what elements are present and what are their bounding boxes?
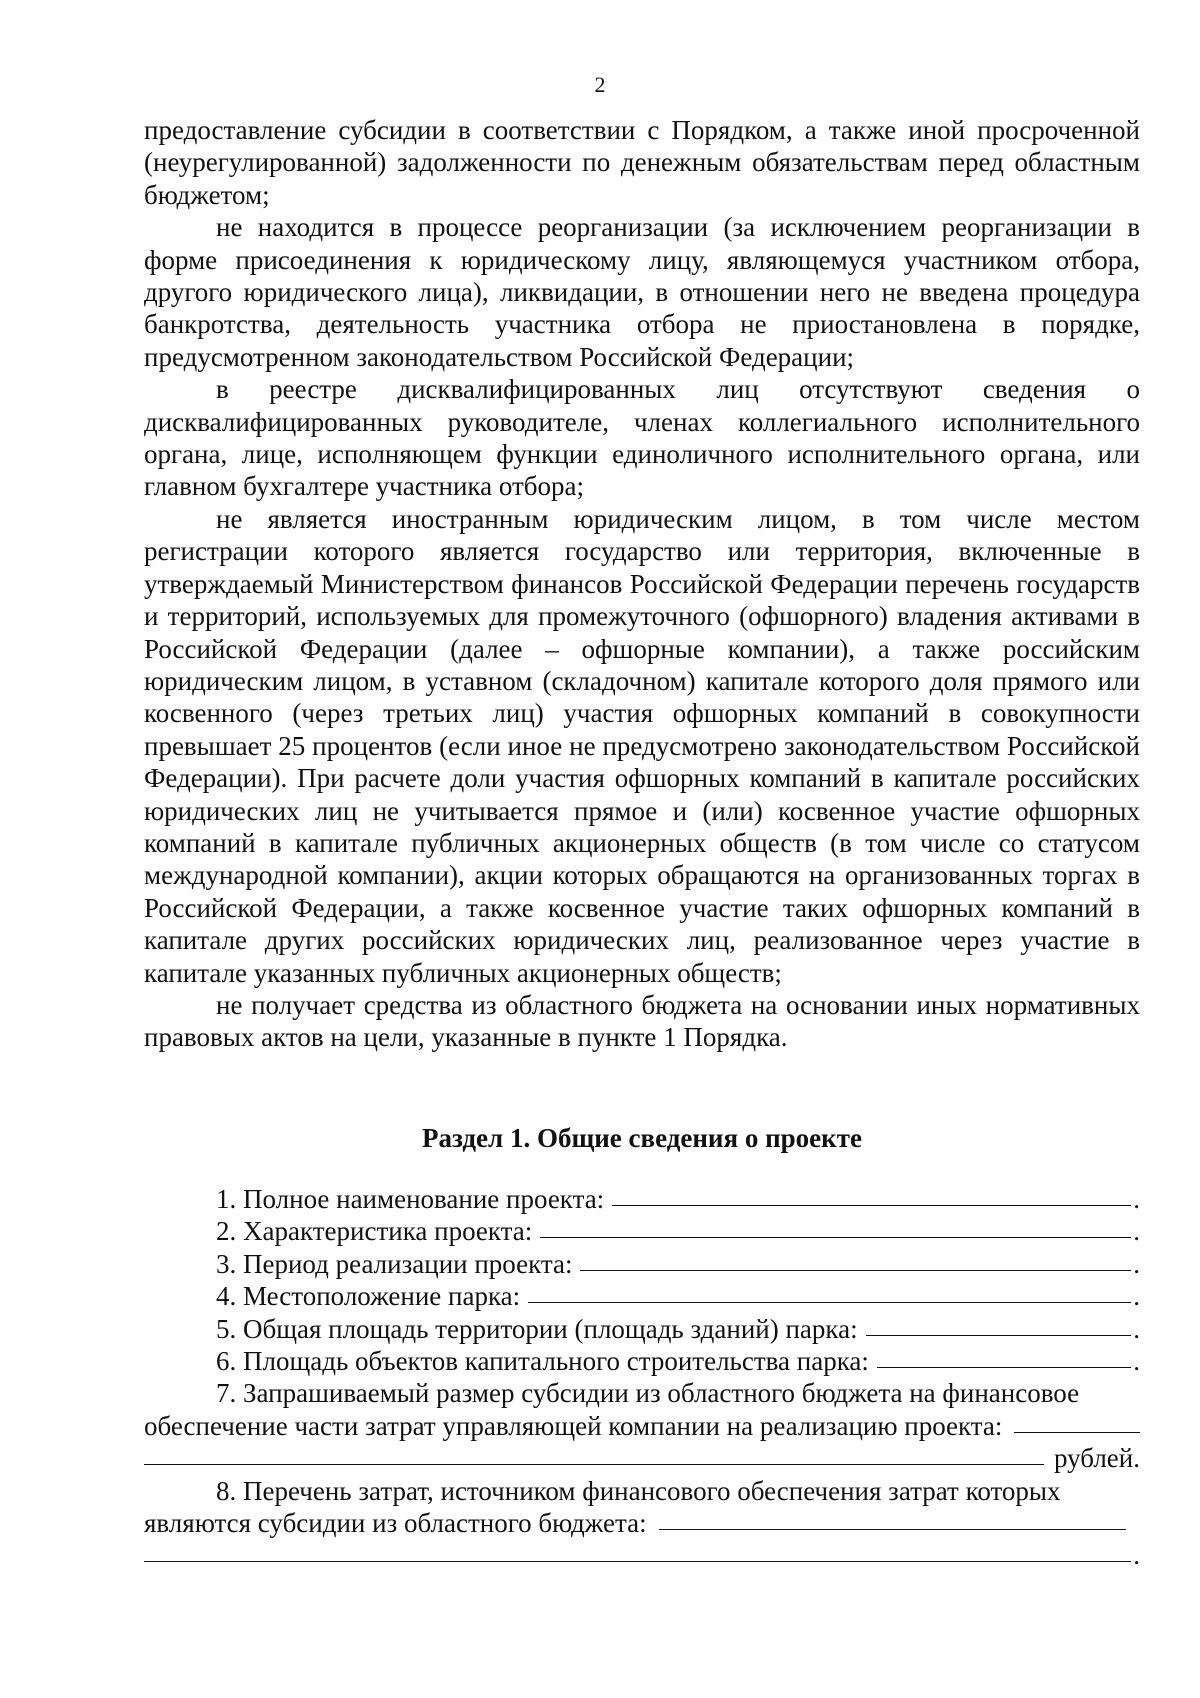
- project-name-field[interactable]: [612, 1183, 1131, 1206]
- form-item-project-name: [144, 1183, 1140, 1215]
- implementation-period-field[interactable]: [580, 1248, 1131, 1271]
- capital-construction-area-field[interactable]: [877, 1345, 1131, 1368]
- form-label: 7. Запрашиваемый размер субсидии из областного бюджета на финансовое: [216, 1378, 1080, 1409]
- form-label: 1. Полное наименование проекта:: [216, 1184, 605, 1214]
- project-info-form: [144, 1183, 1140, 1572]
- form-item-subsidy-amount-line3: [144, 1442, 1140, 1474]
- page-number: 2: [594, 72, 606, 97]
- form-label: являются субсидии из областного бюджета:: [144, 1507, 647, 1538]
- form-period: .: [1133, 1540, 1140, 1571]
- paragraph-offshore: не является иностранным юридическим лицом, в том числе местом регистрации которого является государство или территория, включенные в утверждаемый Министерством финансов Российской Федерации перечень государств и территорий, используемых для промежуточного (офшорного) владения активами в Российской Федерации (далее – офшорные компании), а также российским юридическим лицом, в уставном (складочном) капитале которого доля прямого или косвенного (через третьих лиц) участия офшорных компаний в совокупности превышает 25 процентов (если иное не предусмотрено законодательством Российской Федерации). При расчете доли участия офшорных компаний в капитале российских юридических лиц не учитывается прямое и (или) косвенное участие офшорных компаний в капитале публичных акционерных обществ (в том числе со статусом международной компании), акции которых обращаются на организованных торгах в Российской Федерации, а также косвенное участие таких офшорных компаний в капитале других российских юридических лиц, реализованное через участие в капитале указанных публичных акционерных обществ;: [144, 503, 1140, 988]
- cost-list-field[interactable]: [144, 1539, 1131, 1562]
- form-label: 6. Площадь объектов капитального строительства парка:: [216, 1345, 869, 1376]
- form-label: обеспечение части затрат управляющей компании на реализацию проекта:: [144, 1410, 1003, 1441]
- form-item-cost-list-line3: [144, 1539, 1140, 1571]
- form-label: 2. Характеристика проекта:: [216, 1216, 533, 1247]
- form-period: .: [1133, 1248, 1140, 1279]
- form-item-subsidy-amount-line1: [144, 1377, 1140, 1409]
- form-period: .: [1133, 1184, 1140, 1214]
- form-item-park-location: [144, 1280, 1140, 1312]
- body-text: [144, 114, 1140, 1054]
- form-item-cost-list-line2: [144, 1507, 1140, 1539]
- section-title: Раздел 1. Общие сведения о проекте: [422, 1123, 862, 1153]
- paragraph-disqualified-registry: в реестре дисквалифицированных лиц отсутствуют сведения о дисквалифицированных руководителе, членах коллегиального исполнительного органа, лице, исполняющем функции единоличного исполнительного органа, или главном бухгалтере участника отбора;: [144, 374, 1140, 502]
- form-label: 3. Период реализации проекта:: [216, 1248, 573, 1279]
- rubles-label: рублей.: [1053, 1443, 1140, 1474]
- subsidy-amount-field[interactable]: [144, 1442, 1044, 1465]
- form-label: 4. Местоположение парка:: [216, 1281, 521, 1312]
- paragraph-continuation: предоставление субсидии в соответствии с Порядком, а также иной просроченной (неурегулированной) задолженности по денежным обязательствам перед областным бюджетом;: [144, 115, 1140, 210]
- paragraph-other-funds: не получает средства из областного бюджета на основании иных нормативных правовых актов на цели, указанные в пункте 1 Порядка.: [144, 989, 1140, 1053]
- form-period: .: [1133, 1281, 1140, 1312]
- form-period: .: [1133, 1345, 1140, 1376]
- cost-list-field-start[interactable]: [659, 1507, 1126, 1530]
- total-area-field[interactable]: [866, 1313, 1132, 1336]
- form-period: .: [1133, 1216, 1140, 1247]
- form-item-capital-construction-area: [144, 1345, 1140, 1377]
- form-item-project-characteristics: [144, 1215, 1140, 1247]
- form-item-cost-list-line1: [144, 1475, 1140, 1507]
- form-label: 8. Перечень затрат, источником финансового обеспечения затрат которых: [216, 1475, 1061, 1506]
- form-item-subsidy-amount-line2: [144, 1410, 1140, 1442]
- form-item-implementation-period: [144, 1248, 1140, 1280]
- paragraph-reorganization: не находится в процессе реорганизации (за исключением реорганизации в форме присоединения к юридическому лицу, являющемуся участником отбора, другого юридического лица), ликвидации, в отношении него не введена процедура банкротства, деятельность участника отбора не приостановлена в порядке, предусмотренном законодательством Российской Федерации;: [144, 212, 1140, 372]
- form-period: .: [1133, 1313, 1140, 1344]
- form-item-total-area: [144, 1313, 1140, 1345]
- park-location-field[interactable]: [528, 1280, 1131, 1303]
- project-characteristics-field[interactable]: [540, 1215, 1131, 1238]
- subsidy-amount-field-start[interactable]: [1014, 1410, 1140, 1433]
- form-label: 5. Общая площадь территории (площадь зданий) парка:: [216, 1313, 858, 1344]
